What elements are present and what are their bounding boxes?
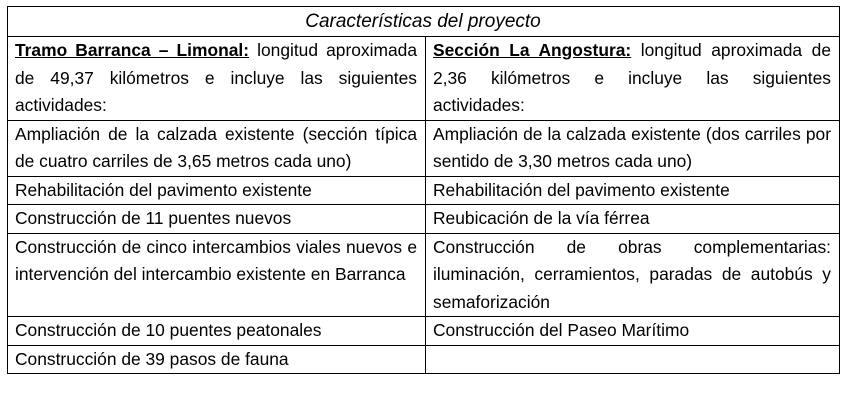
table-title: Características del proyecto <box>8 7 840 37</box>
section-name-la-angostura: Sección La Angostura: <box>433 40 632 60</box>
header-left-cell <box>8 37 426 121</box>
table-row <box>8 120 840 176</box>
section-description-left: longitud aproximada de 49,37 kilómetros e incluye las siguientes actividades: <box>15 40 417 115</box>
table-row <box>8 317 840 346</box>
table-row <box>8 233 840 317</box>
header-right-cell <box>426 37 840 121</box>
project-characteristics-table <box>7 6 840 374</box>
activity-right: Rehabilitación del pavimento existente <box>426 176 840 205</box>
activity-right: Ampliación de la calzada existente (dos carriles por sentido de 3,30 metros cada uno) <box>426 120 840 176</box>
activity-right: Construcción de obras complementarias: iluminación, cerramientos, paradas de autobús y semaforización <box>426 233 840 317</box>
activity-right: Reubicación de la vía férrea <box>426 205 840 234</box>
activity-left: Construcción de 11 puentes nuevos <box>8 205 426 234</box>
activity-left: Ampliación de la calzada existente (sección típica de cuatro carriles de 3,65 metros cada uno) <box>8 120 426 176</box>
section-name-barranca-limonal: Tramo Barranca – Limonal: <box>15 40 250 60</box>
table-row <box>8 345 840 374</box>
activity-left: Construcción de 39 pasos de fauna <box>8 345 426 374</box>
activity-left: Rehabilitación del pavimento existente <box>8 176 426 205</box>
table-title-row <box>8 7 840 37</box>
activity-left: Construcción de 10 puentes peatonales <box>8 317 426 346</box>
activity-right: Construcción del Paseo Marítimo <box>426 317 840 346</box>
table-header-row <box>8 37 840 121</box>
table-row <box>8 205 840 234</box>
activity-left: Construcción de cinco intercambios viales nuevos e intervención del intercambio existente en Barranca <box>8 233 426 317</box>
table-row <box>8 176 840 205</box>
activity-right-empty <box>426 345 840 374</box>
section-description-right: longitud aproximada de 2,36 kilómetros e incluye las siguientes actividades: <box>433 40 832 115</box>
